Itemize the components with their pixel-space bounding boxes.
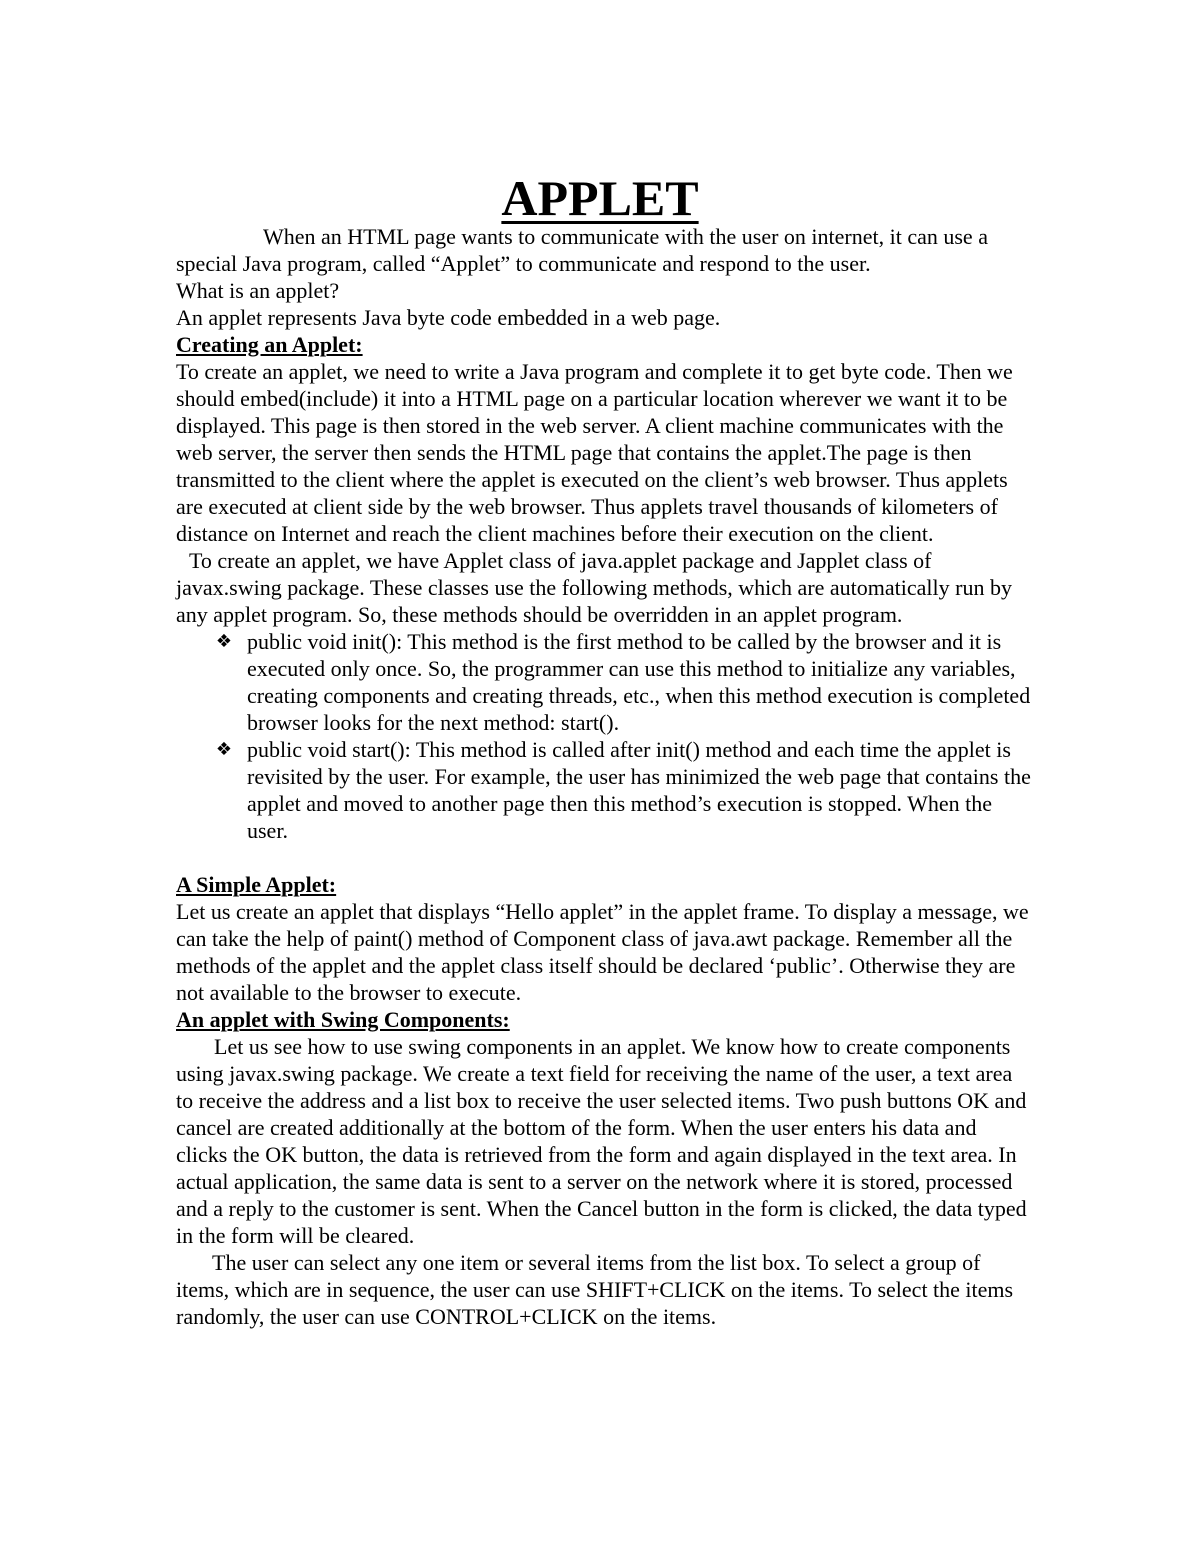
methods-list — [176, 628, 1032, 844]
spacer — [176, 844, 1032, 871]
swing-paragraph-1: Let us see how to use swing components in an applet. We know how to create components using javax.swing package. We create a text field for receiving the name of the user, a text area to receive the address and a list box to receive the user selected items. Two push buttons OK and cancel are created additionally at the bottom of the form. When the user enters his data and clicks the OK button, the data is retrieved from the form and again displayed in the text area. In actual application, the same data is sent to a server on the network where it is stored, processed and a reply to the customer is sent. When the Cancel button in the form is clicked, the data typed in the form will be cleared. — [176, 1034, 1027, 1248]
document-body — [176, 223, 1032, 1330]
creating-paragraph-2: To create an applet, we have Applet class of java.applet package and Japplet class of javax.swing package. These classes use the following methods, which are automatically run by any applet program. So, these methods should be overridden in an applet program. — [176, 548, 1012, 627]
page-title: APPLET — [501, 170, 699, 226]
simple-paragraph: Let us create an applet that displays “Hello applet” in the applet frame. To display a message, we can take the help of paint() method of Component class of java.awt package. Remember all the methods of the applet and the applet class itself should be declared ‘public’. Otherwise they are not available to the browser to execute. — [176, 899, 1029, 1005]
diamond-bullet-icon: ❖ — [215, 739, 233, 760]
section-heading-simple: A Simple Applet: — [176, 872, 337, 897]
list-item — [215, 628, 1032, 736]
list-item-text: public void init(): This method is the first method to be called by the browser and it is executed only once. So, the programmer can use this method to initialize any variables, creating components and creating threads, etc., when this method execution is completed browser looks for the next method: start(). — [247, 629, 1031, 735]
list-item-text: public void start(): This method is called after init() method and each time the applet is revisited by the user. For example, the user has minimized the web page that contains the applet and moved to another page then this method’s execution is stopped. When the user. — [247, 737, 1031, 843]
swing-paragraph-2: The user can select any one item or several items from the list box. To select a group of items, which are in sequence, the user can use SHIFT+CLICK on the items. To select the items randomly, the user can use CONTROL+CLICK on the items. — [176, 1250, 1014, 1329]
question-line: What is an applet? — [176, 278, 340, 303]
diamond-bullet-icon: ❖ — [215, 631, 233, 652]
intro-paragraph: When an HTML page wants to communicate with the user on internet, it can use a special Java program, called “Applet” to communicate and respond to the user. — [176, 224, 988, 276]
definition-line: An applet represents Java byte code embedded in a web page. — [176, 305, 721, 330]
creating-paragraph-1: To create an applet, we need to write a Java program and complete it to get byte code. Then we should embed(include) it into a HTML page on a particular location wherever we want it to be displayed. This page is then stored in the web server. A client machine communicates with the web server, the server then sends the HTML page that contains the applet.The page is then transmitted to the client where the applet is executed on the client’s web browser. Thus applets are executed at client side by the web browser. Thus applets travel thousands of kilometers of distance on Internet and reach the client machines before their execution on the client. — [176, 359, 1013, 546]
section-heading-swing: An applet with Swing Components: — [176, 1007, 510, 1032]
section-heading-creating: Creating an Applet: — [176, 332, 363, 357]
list-item — [215, 736, 1032, 844]
